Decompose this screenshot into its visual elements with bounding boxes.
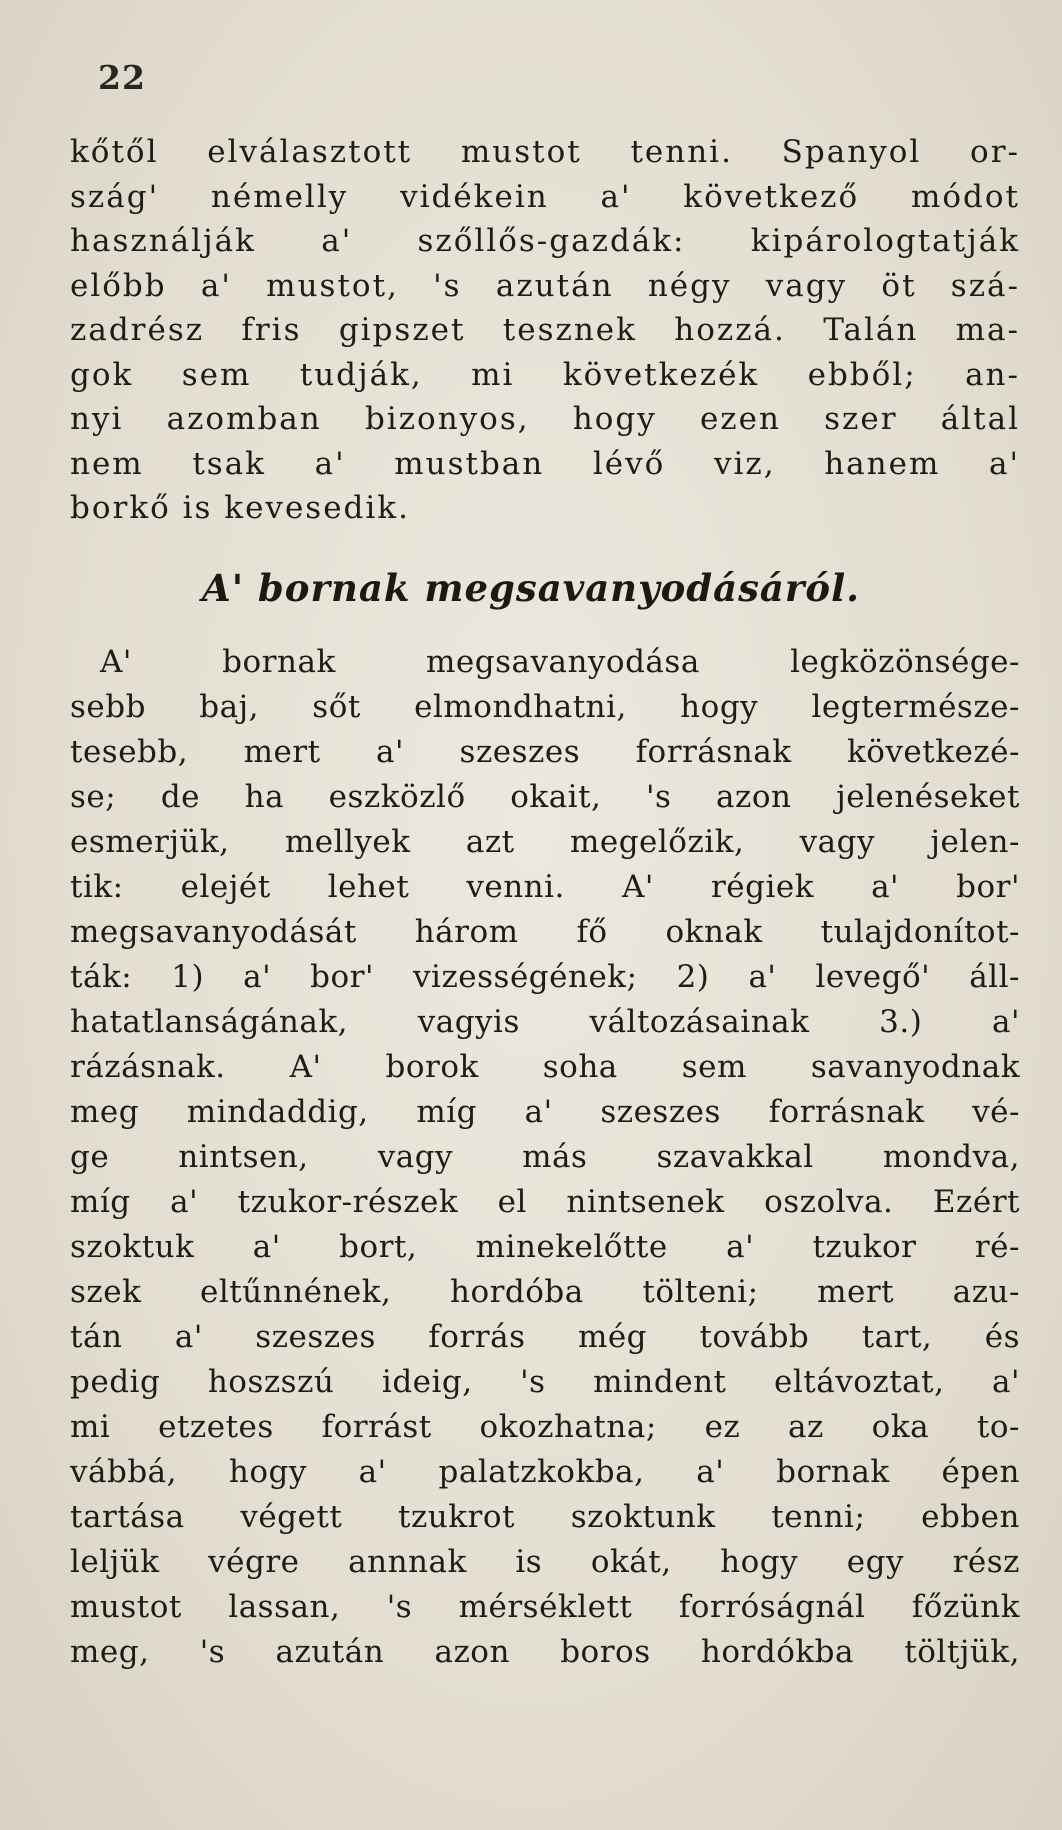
text-line: meg mindaddig, míg a' szeszes forrásnak vé- bbox=[70, 1094, 1020, 1130]
text-line: vábbá, hogy a' palatzkokba, a' bornak épen bbox=[70, 1454, 1020, 1490]
text-line: szág' némelly vidékein a' következő módot bbox=[70, 178, 1020, 215]
text-line: tik: elejét lehet venni. A' régiek a' bor' bbox=[70, 869, 1020, 905]
text-line: szek eltűnnének, hordóba tölteni; mert azu- bbox=[70, 1274, 1020, 1310]
text-line: mi etzetes forrást okozhatna; ez az oka to- bbox=[70, 1409, 1020, 1445]
text-line: megsavanyodását három fő oknak tulajdonítot- bbox=[70, 914, 1020, 950]
text-line: leljük végre annnak is okát, hogy egy rész bbox=[70, 1544, 1020, 1580]
text-line: előbb a' mustot, 's azután négy vagy öt szá- bbox=[70, 267, 1020, 304]
intro-paragraph bbox=[70, 130, 1020, 531]
text-line: tartása végett tzukrot szoktunk tenni; ebben bbox=[70, 1499, 1020, 1535]
text-line: zadrész fris gipszet tesznek hozzá. Talán ma- bbox=[70, 312, 1020, 348]
text-line: pedig hoszszú ideig, 's mindent eltávoztat, a' bbox=[70, 1364, 1020, 1400]
text-line: esmerjük, mellyek azt megelőzik, vagy jelen- bbox=[70, 824, 1020, 860]
text-line: borkő is kevesedik. bbox=[70, 490, 410, 526]
text-line: használják a' szőllős-gazdák: kipárologtatják bbox=[70, 223, 1020, 259]
section-heading: A' bornak megsavanyodásáról. bbox=[201, 566, 861, 610]
text-line: szoktuk a' bort, minekelőtte a' tzukor ré- bbox=[70, 1229, 1020, 1265]
text-line: nem tsak a' mustban lévő viz, hanem a' bbox=[70, 445, 1020, 482]
text-line: míg a' tzukor-részek el nintsenek oszolva. Ezért bbox=[70, 1184, 1020, 1220]
text-line: sebb baj, sőt elmondhatni, hogy legtermésze- bbox=[70, 689, 1020, 725]
text-line: tán a' szeszes forrás még tovább tart, és bbox=[70, 1319, 1020, 1355]
text-line: nyi azomban bizonyos, hogy ezen szer által bbox=[70, 401, 1020, 437]
text-line: kőtől elválasztott mustot tenni. Spanyol or- bbox=[70, 134, 1020, 170]
text-line: tesebb, mert a' szeszes forrásnak következé- bbox=[70, 734, 1020, 770]
page-number: 22 bbox=[98, 58, 146, 97]
text-line: hatatlanságának, vagyis változásainak 3.) a' bbox=[70, 1004, 1020, 1040]
text-line: ge nintsen, vagy más szavakkal mondva, bbox=[70, 1139, 1020, 1175]
text-line: ták: 1) a' bor' vizességének; 2) a' levegő' áll- bbox=[70, 959, 1020, 995]
text-line: A' bornak megsavanyodása legközönsége- bbox=[100, 644, 1020, 680]
text-line: gok sem tudják, mi következék ebből; an- bbox=[70, 356, 1020, 393]
text-line: meg, 's azután azon boros hordókba töltjük, bbox=[70, 1634, 1020, 1670]
text-line: rázásnak. A' borok soha sem savanyodnak bbox=[70, 1049, 1020, 1085]
text-line: mustot lassan, 's mérséklett forróságnál főzünk bbox=[70, 1589, 1020, 1625]
text-line: se; de ha eszközlő okait, 's azon jelenéseket bbox=[70, 779, 1020, 815]
body-paragraph bbox=[70, 640, 1020, 1675]
